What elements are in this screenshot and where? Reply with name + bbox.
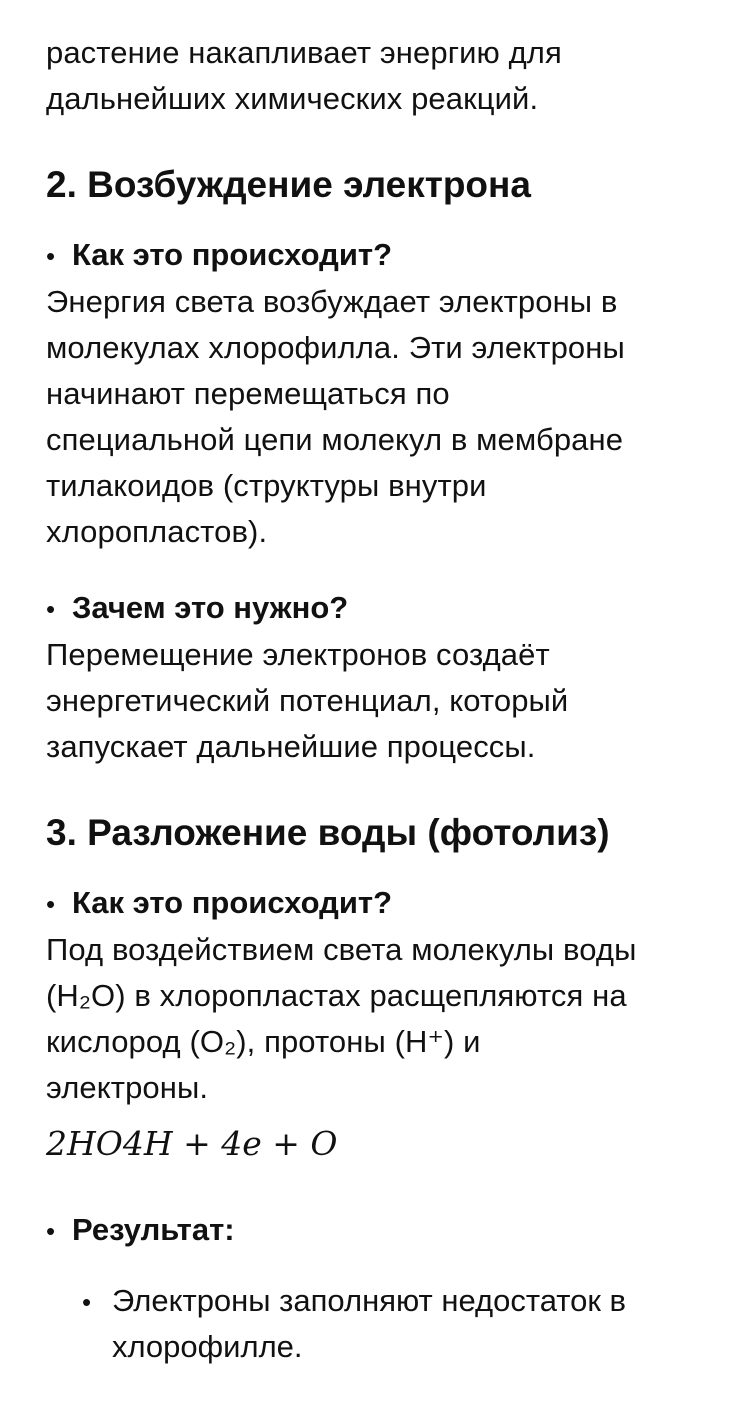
text-line: энергетический потенциал, который xyxy=(46,683,569,718)
bullet-dot: • xyxy=(46,1216,56,1246)
text-line: тилакоидов (структуры внутри xyxy=(46,468,487,503)
text-line: запускает дальнейшие процессы. xyxy=(46,729,536,764)
section-3-result-bullet xyxy=(46,1207,700,1254)
intro-line-1: растение накапливает энергию для xyxy=(46,35,562,70)
text-line: хлорофилле. xyxy=(112,1329,303,1364)
photolysis-formula: 2HO4H + 4e + O xyxy=(46,1124,338,1163)
text-line: электроны. xyxy=(46,1070,209,1105)
section-2-how-text xyxy=(46,279,700,555)
text-line: Перемещение электронов создаёт xyxy=(46,637,550,672)
section-2-heading: 2. Возбуждение электрона xyxy=(46,164,531,205)
text-line: молекулах хлорофилла. Эти электроны xyxy=(46,330,625,365)
text-line: кислород (O₂), протоны (H⁺) и xyxy=(46,1024,481,1059)
result-list-item xyxy=(46,1278,700,1370)
section-2-how-label: Как это происходит? xyxy=(72,237,393,272)
bullet-dot: • xyxy=(46,241,56,271)
text-line: Электроны заполняют недостаток в xyxy=(112,1283,627,1318)
section-2-why-bullet xyxy=(46,585,700,632)
text-line: начинают перемещаться по xyxy=(46,376,450,411)
intro-line-2: дальнейших химических реакций. xyxy=(46,81,539,116)
section-3-how-text xyxy=(46,927,700,1111)
result-item-text xyxy=(112,1278,700,1370)
section-3-how-label: Как это происходит? xyxy=(72,885,393,920)
text-line: (H₂O) в хлоропластах расщепляются на xyxy=(46,978,627,1013)
section-3-heading: 3. Разложение воды (фотолиз) xyxy=(46,812,610,853)
text-line: специальной цепи молекул в мембране xyxy=(46,422,624,457)
section-2-how-bullet xyxy=(46,232,700,279)
text-line: Под воздействием света молекулы воды xyxy=(46,932,637,967)
bullet-dot: • xyxy=(46,889,56,919)
bullet-dot: • xyxy=(46,594,56,624)
section-3-result-label: Результат: xyxy=(72,1212,235,1247)
section-2-why-label: Зачем это нужно? xyxy=(72,590,349,625)
section-3-how-bullet xyxy=(46,880,700,927)
sub-bullet-dot: • xyxy=(82,1287,92,1317)
text-line: хлоропластов). xyxy=(46,514,268,549)
section-2-why-text xyxy=(46,632,700,770)
text-line: Энергия света возбуждает электроны в xyxy=(46,284,618,319)
intro-paragraph xyxy=(46,30,700,122)
